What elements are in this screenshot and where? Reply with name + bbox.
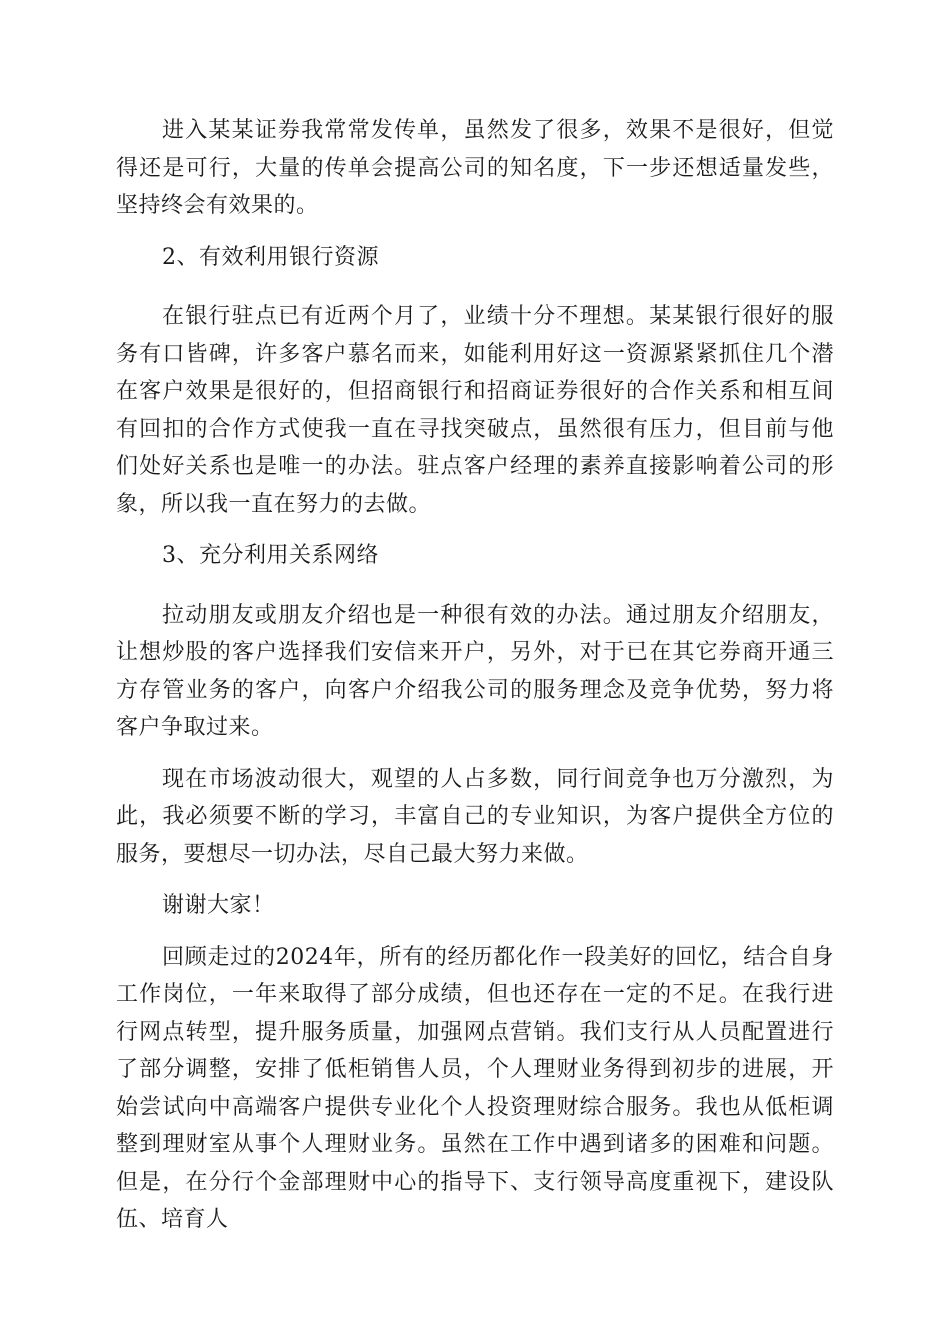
section-heading-bank-resources: 2、有效利用银行资源 — [162, 244, 379, 270]
document-body — [116, 112, 834, 1253]
paragraph-year-review: 回顾走过的2024年，所有的经历都化作一段美好的回忆，结合自身工作岗位，一年来取得了部分成绩，但也还存在一定的不足。在我行进行网点转型，提升服务质量，加强网点营销。我们支行从人员配置进行了部分调整，安排了低柜销售人员，个人理财业务得到初步的进展，开始尝试向中高端客户提供专业化个人投资理财综合服务。我也从低柜调整到理财室从事个人理财业务。虽然在工作中遇到诸多的困难和问题。但是，在分行个金部理财中心的指导下、支行领导高度重视下，建设队伍、培育人 — [116, 944, 834, 1232]
paragraph-bank-resources: 在银行驻点已有近两个月了，业绩十分不理想。某某银行很好的服务有口皆碑，许多客户慕名而来，如能利用好这一资源紧紧抓住几个潜在客户效果是很好的，但招商银行和招商证券很好的合作关系和相互间有回扣的合作方式使我一直在寻找突破点，虽然很有压力，但目前与他们处好关系也是唯一的办法。驻点客户经理的素养直接影响着公司的形象，所以我一直在努力的去做。 — [116, 304, 834, 517]
section-heading-relationship-network: 3、充分利用关系网络 — [162, 543, 379, 568]
paragraph-thanks: 谢谢大家！ — [162, 893, 275, 918]
paragraph-relationship-network: 拉动朋友或朋友介绍也是一种很有效的办法。通过朋友介绍朋友，让想炒股的客户选择我们安信来开户，另外，对于已在其它券商开通三方存管业务的客户，向客户介绍我公司的服务理念及竞争优势，努力将客户争取过来。 — [116, 602, 834, 740]
paragraph-flyers: 进入某某证券我常常发传单，虽然发了很多，效果不是很好，但觉得还是可行，大量的传单会提高公司的知名度，下一步还想适量发些，坚持终会有效果的。 — [116, 118, 834, 218]
paragraph-market-outlook: 现在市场波动很大，观望的人占多数，同行间竞争也万分激烈，为此，我必须要不断的学习，丰富自己的专业知识，为客户提供全方位的服务，要想尽一切办法，尽自己最大努力来做。 — [116, 766, 834, 867]
